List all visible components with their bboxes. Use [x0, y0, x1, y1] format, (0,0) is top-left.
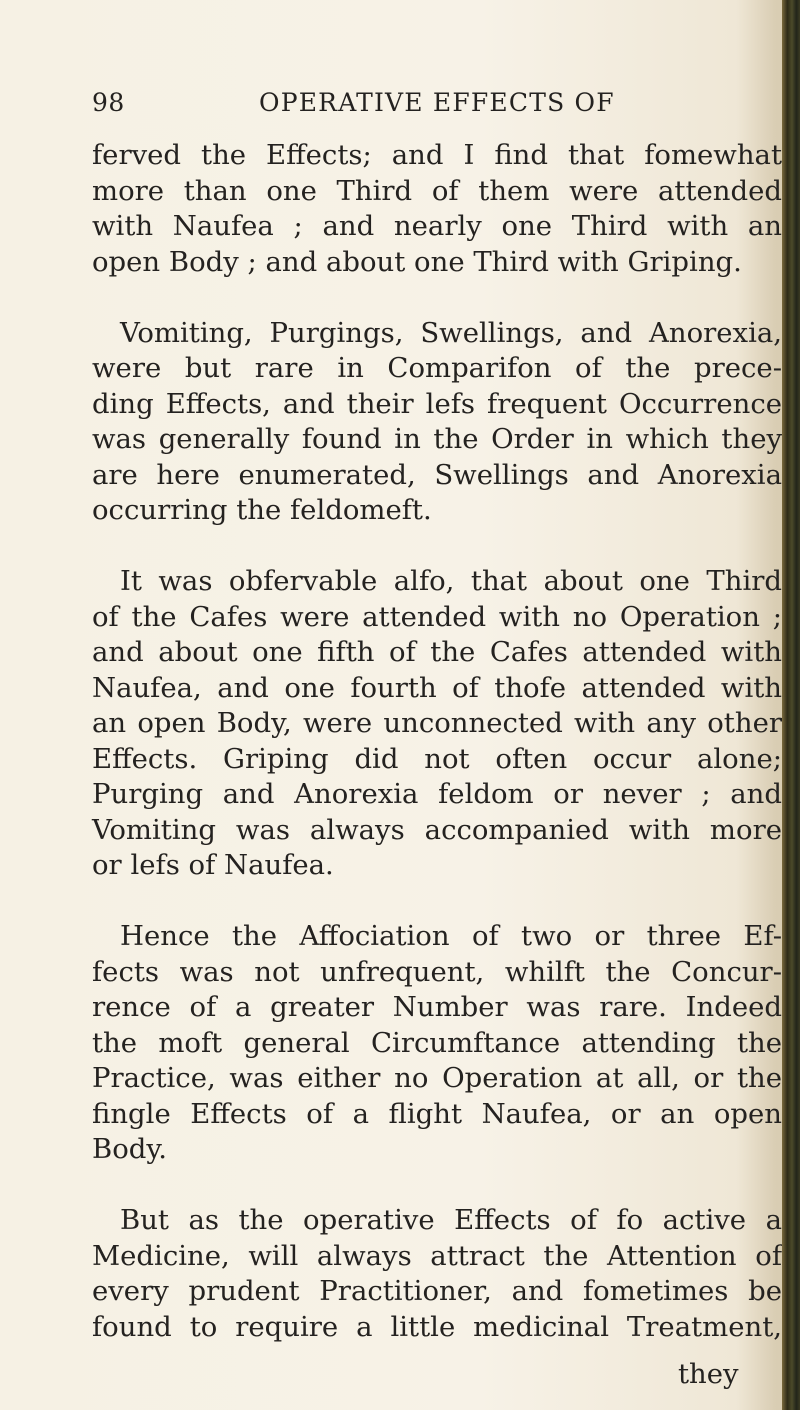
running-head-title: OPERATIVE EFFECTS OF [259, 88, 615, 117]
text-line: occurring the feldomeft. [92, 494, 432, 526]
paragraph-3 [92, 564, 782, 884]
catchword: they [678, 1358, 739, 1390]
text-line: Vomiting was always accompanied with more [92, 813, 782, 846]
paragraph-5 [92, 1203, 782, 1345]
text-line: of the Cafes were attended with no Operation ; [92, 600, 782, 633]
text-line: But as the operative Effects of fo active a [120, 1204, 782, 1236]
text-line: and about one fifth of the Cafes attended with [92, 636, 782, 668]
text-line: open Body ; and about one Third with Griping. [92, 245, 742, 278]
text-line: Purging and Anorexia feldom or never ; and [92, 778, 782, 810]
page-number: 98 [92, 88, 125, 117]
text-line: fects was not unfrequent, whilft the Concur- [92, 955, 782, 988]
text-line: an open Body, were unconnected with any other [92, 707, 782, 739]
text-line: was generally found in the Order in which they [92, 423, 782, 455]
body-text [92, 138, 782, 1381]
text-line: It was obfervable alfo, that about one Third [120, 565, 782, 597]
page-edge [782, 0, 800, 1410]
text-line: rence of a greater Number was rare. Indeed [92, 991, 782, 1023]
text-line: the moft general Circumftance attending the [92, 1026, 782, 1059]
text-line: Practice, was either no Operation at all, or the [92, 1062, 782, 1094]
text-line: Body. [92, 1133, 167, 1165]
text-line: Medicine, will always attract the Attention of [92, 1239, 782, 1272]
text-line: ferved the Effects; and I find that fomewhat [92, 139, 782, 171]
text-line: Hence the Affociation of two or three Ef- [120, 920, 782, 952]
text-line: found to require a little medicinal Treatment, [92, 1310, 782, 1343]
text-line: ding Effects, and their lefs frequent Occurrence [92, 387, 782, 420]
text-line: were but rare in Comparifon of the prece- [92, 352, 782, 384]
text-line: fingle Effects of a flight Naufea, or an open [92, 1097, 782, 1130]
paragraph-1 [92, 138, 782, 280]
text-line: every prudent Practitioner, and fometimes be [92, 1275, 782, 1307]
text-line: Vomiting, Purgings, Swellings, and Anorexia, [120, 316, 782, 349]
paragraph-2 [92, 316, 782, 529]
paragraph-4 [92, 919, 782, 1168]
text-line: more than one Third of them were attended [92, 174, 782, 207]
text-line: are here enumerated, Swellings and Anorexia [92, 458, 782, 491]
text-line: or lefs of Naufea. [92, 849, 334, 881]
running-head [92, 88, 732, 128]
text-line: Effects. Griping did not often occur alone; [92, 742, 782, 775]
text-line: with Naufea ; and nearly one Third with an [92, 210, 782, 242]
text-line: Naufea, and one fourth of thofe attended with [92, 671, 782, 704]
